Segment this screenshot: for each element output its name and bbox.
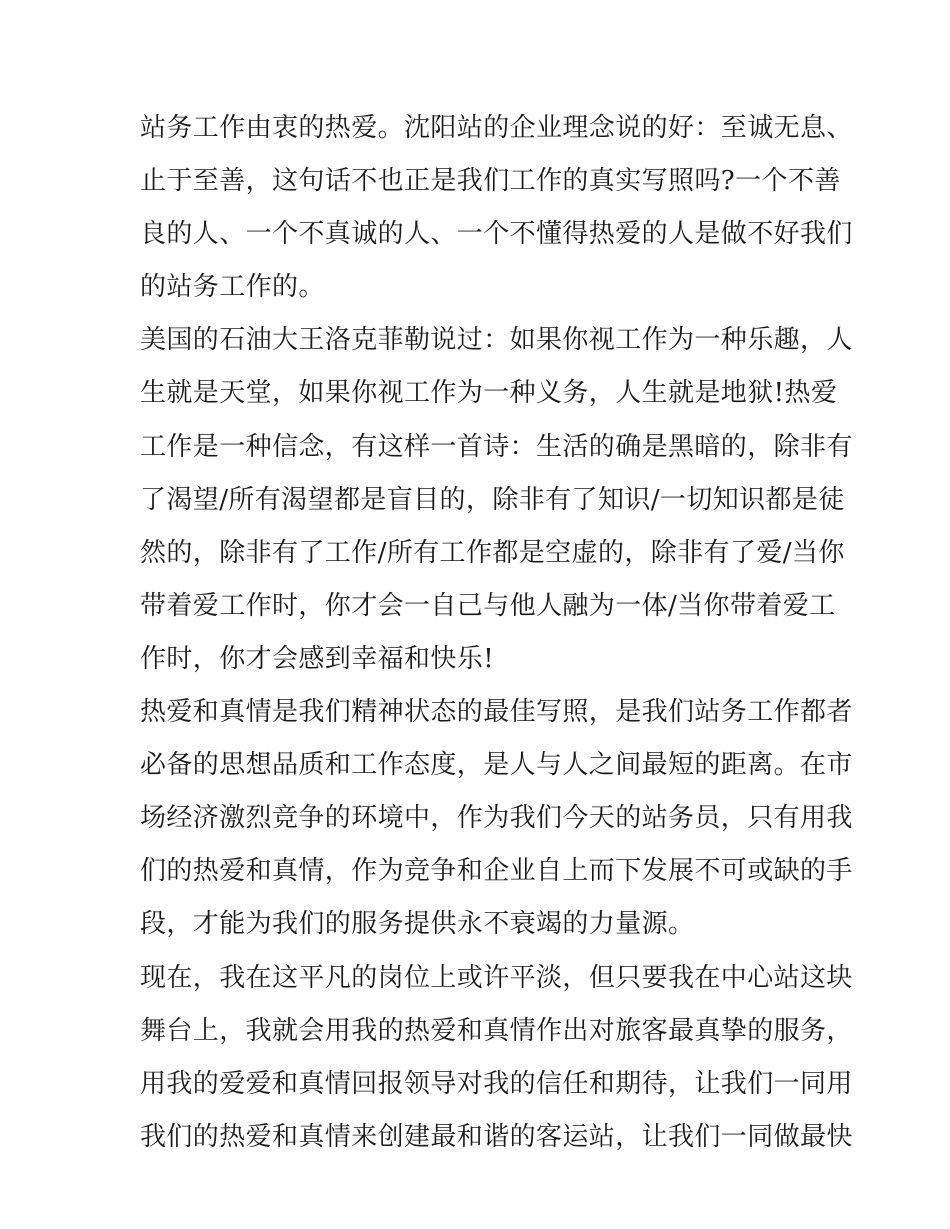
- text-line: 场经济激烈竞争的环境中，作为我们今天的站务员，只有用我: [140, 803, 853, 834]
- text-line: 美国的石油大王洛克菲勒说过：如果你视工作为一种乐趣，人: [140, 325, 853, 356]
- text-line: 段，才能为我们的服务提供永不衰竭的力量源。: [140, 909, 695, 940]
- text-line: 用我的爱爱和真情回报领导对我的信任和期待，让我们一同用: [140, 1068, 853, 1099]
- text-line: 热爱和真情是我们精神状态的最佳写照，是我们站务工作都者: [140, 697, 853, 728]
- text-line: 生就是天堂，如果你视工作为一种义务，人生就是地狱!热爱: [140, 378, 838, 409]
- body-text: [140, 102, 853, 1164]
- text-line: 带着爱工作时，你才会一自己与他人融为一体/当你带着爱工: [140, 590, 836, 621]
- text-line: 止于至善，这句话不也正是我们工作的真实写照吗?一个不善: [140, 166, 841, 197]
- text-line: 我们的热爱和真情来创建最和谐的客运站，让我们一同做最快: [140, 1121, 853, 1152]
- text-line: 们的热爱和真情，作为竞争和企业自上而下发展不可或缺的手: [140, 856, 853, 887]
- text-line: 现在，我在这平凡的岗位上或许平淡，但只要我在中心站这块: [140, 962, 853, 993]
- text-line: 作时，你才会感到幸福和快乐!: [140, 643, 495, 674]
- text-line: 良的人、一个不真诚的人、一个不懂得热爱的人是做不好我们: [140, 219, 853, 250]
- text-line: 然的，除非有了工作/所有工作都是空虚的，除非有了爱/当你: [140, 537, 845, 568]
- text-line: 了渴望/所有渴望都是盲目的，除非有了知识/一切知识都是徒: [140, 484, 845, 515]
- text-line: 舞台上，我就会用我的热爱和真情作出对旅客最真挚的服务，: [140, 1015, 853, 1046]
- text-line: 的站务工作的。: [140, 272, 325, 303]
- text-line: 工作是一种信念，有这样一首诗：生活的确是黑暗的，除非有: [140, 431, 853, 462]
- text-line: 站务工作由衷的热爱。沈阳站的企业理念说的好：至诚无息、: [140, 113, 853, 143]
- text-line: 必备的思想品质和工作态度，是人与人之间最短的距离。在市: [140, 750, 853, 781]
